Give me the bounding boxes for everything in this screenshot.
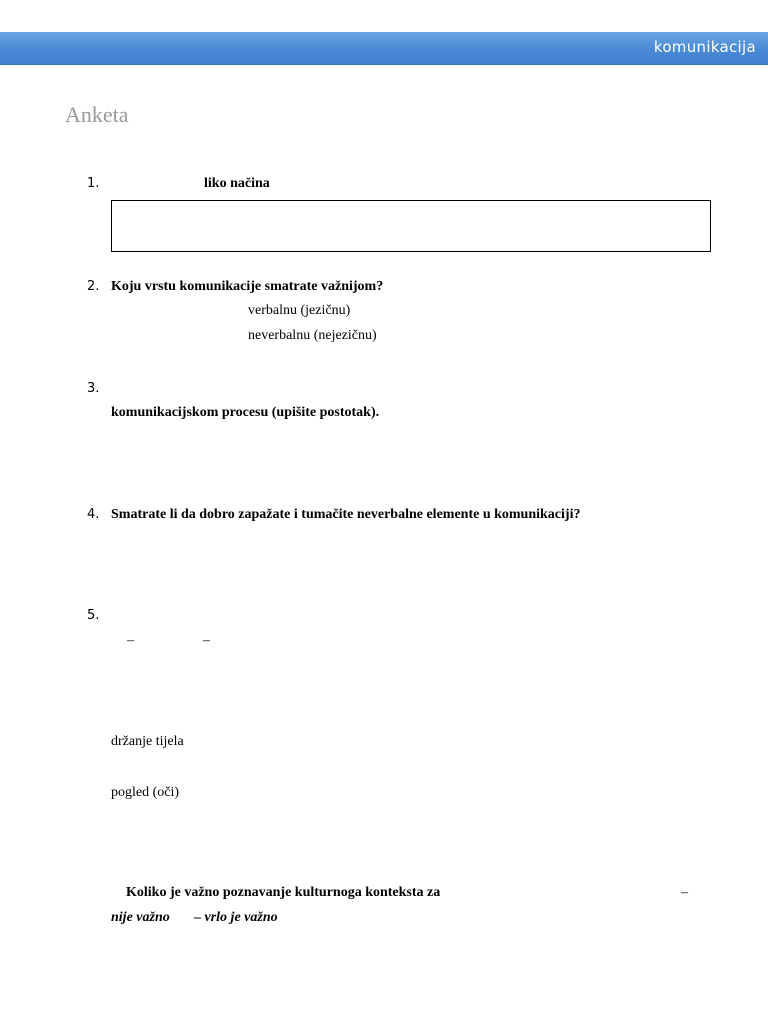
q3-text: komunikacijskom procesu (upišite postotak).: [111, 405, 380, 420]
q1-number: 1.: [87, 176, 100, 191]
q2-number: 2.: [87, 279, 100, 294]
page-title: Anketa: [65, 102, 129, 127]
q6-scale-high: – vrlo je važno: [194, 910, 278, 925]
q5-dash-1: –: [127, 633, 134, 648]
q2-text: Koju vrstu komunikacije smatrate važnijom?: [111, 279, 384, 294]
q6-scale-low: nije važno: [111, 910, 170, 925]
q4-number: 4.: [87, 507, 100, 522]
q2-option-nonverbal[interactable]: neverbalnu (nejezičnu): [248, 328, 377, 343]
q1-answer-box[interactable]: [111, 200, 711, 252]
q5-item-gaze: pogled (oči): [111, 785, 180, 800]
q5-item-posture: držanje tijela: [111, 734, 184, 749]
q6-text: Koliko je važno poznavanje kulturnoga konteksta za: [126, 885, 441, 900]
q5-dash-2: –: [203, 633, 210, 648]
q1-text: liko načina: [204, 176, 270, 191]
q2-option-verbal[interactable]: verbalnu (jezičnu): [248, 303, 351, 318]
q5-number: 5.: [87, 608, 100, 623]
header-band: [0, 32, 768, 65]
q4-text: Smatrate li da dobro zapažate i tumačite neverbalne elemente u komunikaciji?: [111, 507, 581, 522]
header-label: komunikacija: [653, 38, 756, 56]
q3-number: 3.: [87, 381, 100, 396]
q6-dash: –: [681, 885, 688, 900]
